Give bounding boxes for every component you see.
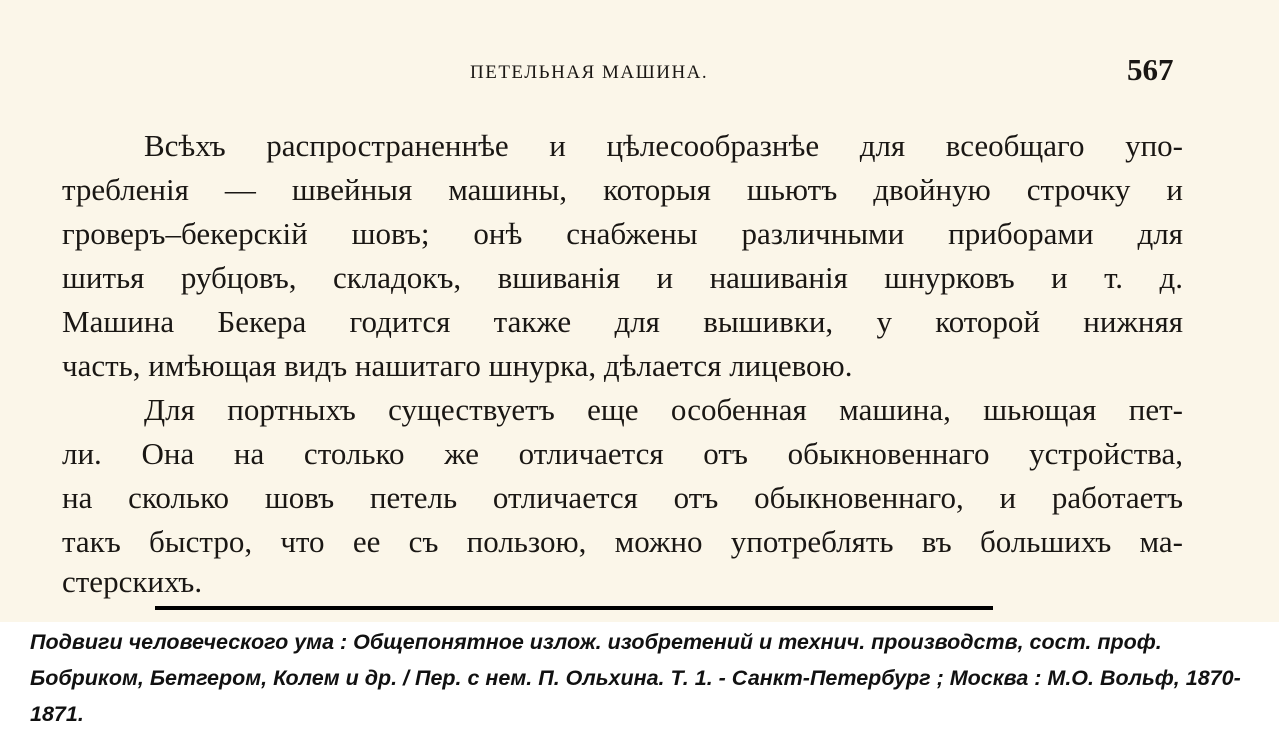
text-line: на сколько шовъ петель отличается отъ обыкновеннаго, и работаетъ [62, 480, 1183, 515]
divider-rule [155, 606, 993, 610]
text-line: часть, имѣющая видъ нашитаго шнурка, дѣлается лицевою. [62, 348, 853, 383]
text-line: гроверъ–бекерскій шовъ; онѣ снабжены различными приборами для [62, 216, 1183, 251]
text-line: стерскихъ. [62, 564, 203, 599]
text-line: Для портныхъ существуетъ еще особенная машина, шьющая пет- [144, 392, 1183, 427]
text-line: такъ быстро, что ее съ пользою, можно употреблять въ большихъ ма- [62, 524, 1183, 559]
text-line: Машина Бекера годится также для вышивки, у которой нижняя [62, 304, 1183, 339]
text-line: Всѣхъ распространеннѣе и цѣлесообразнѣе для всеобщаго упо- [144, 128, 1183, 163]
page-number: 567 [1127, 52, 1174, 87]
text-line: ли. Она на столько же отличается отъ обыкновеннаго устройства, [62, 436, 1183, 471]
bibliographic-citation: Подвиги человеческого ума : Общепонятное излож. изобретений и технич. производств, сост. проф. Бобриком, Бетгером, Колем и др. / Пер. с нем. П. Ольхина. Т. 1. - Санкт-Петербург ; Москва : М.О. Вольф, 1870-1871. [30, 630, 1241, 726]
text-line: требленія — швейныя машины, которыя шьютъ двойную строчку и [62, 172, 1183, 207]
running-head: ПЕТЕЛЬНАЯ МАШИНА. [470, 62, 709, 83]
text-line: шитья рубцовъ, складокъ, вшиванія и нашиванія шнурковъ и т. д. [62, 260, 1183, 295]
